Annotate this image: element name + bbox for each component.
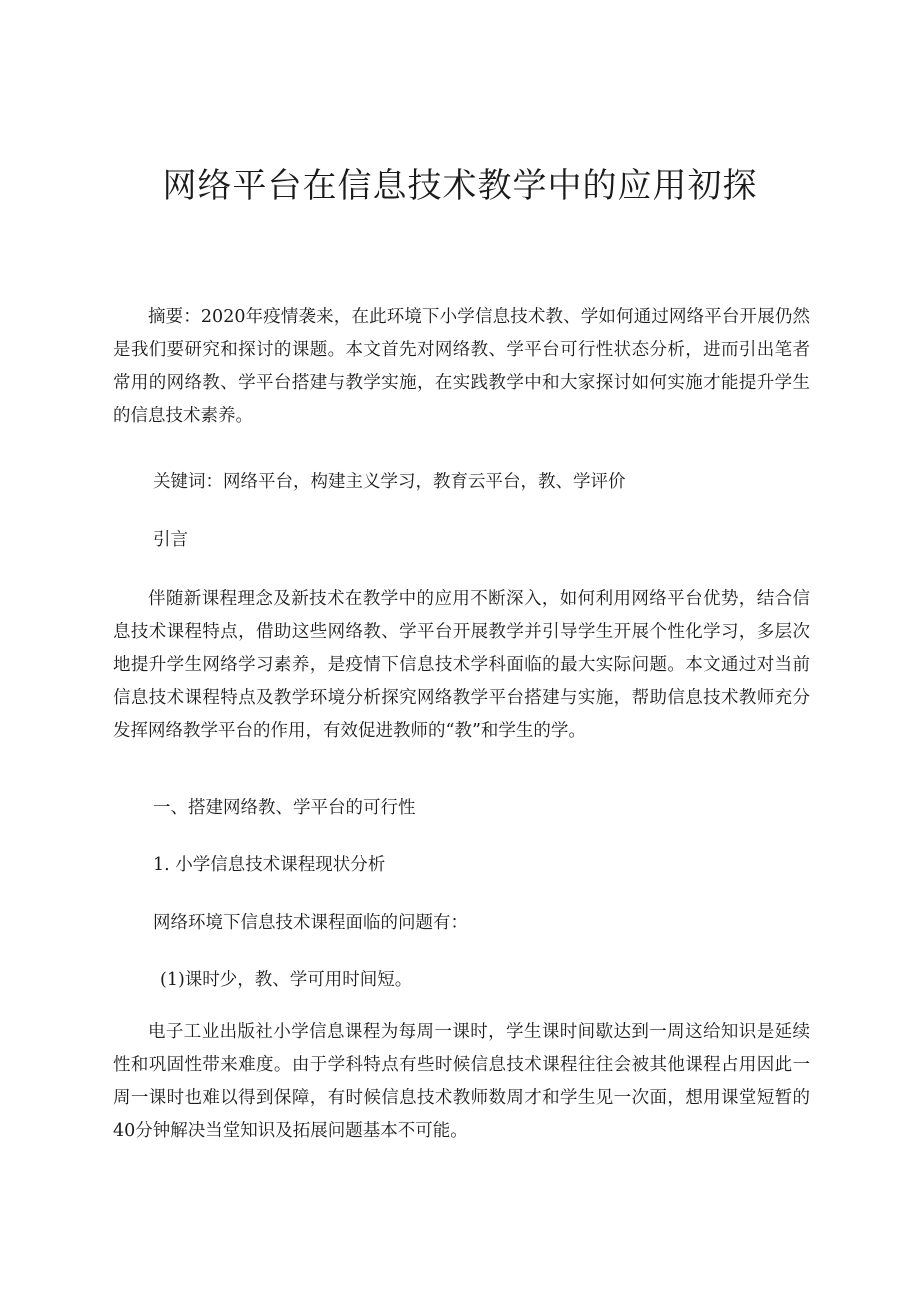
- section-heading: 一、搭建网络教、学平台的可行性: [153, 798, 416, 818]
- intro-heading: 引言: [153, 530, 188, 550]
- problem-body-paragraph: 电子工业出版社小学信息课程为每周一课时，学生课时间歇达到一周这给知识是延续性和巩固性带来难度。由于学科特点有些时候信息技术课程往往会被其他课程占用因此一周一课时也难以得到保障，有时候信息技术教师数周才和学生见一次面，想用课堂短暂的40分钟解决当堂知识及拓展问题基本不可能。: [113, 1022, 810, 1141]
- problem-item: (1)课时少，教、学可用时间短。: [160, 970, 413, 990]
- subsection-heading: 1. 小学信息技术课程现状分析: [153, 855, 386, 875]
- abstract-paragraph: 摘要：2020年疫情袭来，在此环境下小学信息技术教、学如何通过网络平台开展仍然是我们要研究和探讨的课题。本文首先对网络教、学平台可行性状态分析，进而引出笔者常用的网络教、学平台搭建与教学实施，在实践教学中和大家探讨如何实施才能提升学生的信息技术素养。: [113, 307, 810, 426]
- keywords-line: 关键词：网络平台，构建主义学习，教育云平台，教、学评价: [153, 472, 626, 492]
- problems-intro: 网络环境下信息技术课程面临的问题有：: [153, 913, 468, 933]
- document-title: 网络平台在信息技术教学中的应用初探: [162, 166, 758, 206]
- intro-paragraph: 伴随新课程理念及新技术在教学中的应用不断深入，如何利用网络平台优势，结合信息技术课程特点，借助这些网络教、学平台开展教学并引导学生开展个性化学习，多层次地提升学生网络学习素养，是疫情下信息技术学科面临的最大实际问题。本文通过对当前信息技术课程特点及教学环境分析探究网络教学平台搭建与实施，帮助信息技术教师充分发挥网络教学平台的作用，有效促进教师的“教”和学生的学。: [113, 589, 810, 741]
